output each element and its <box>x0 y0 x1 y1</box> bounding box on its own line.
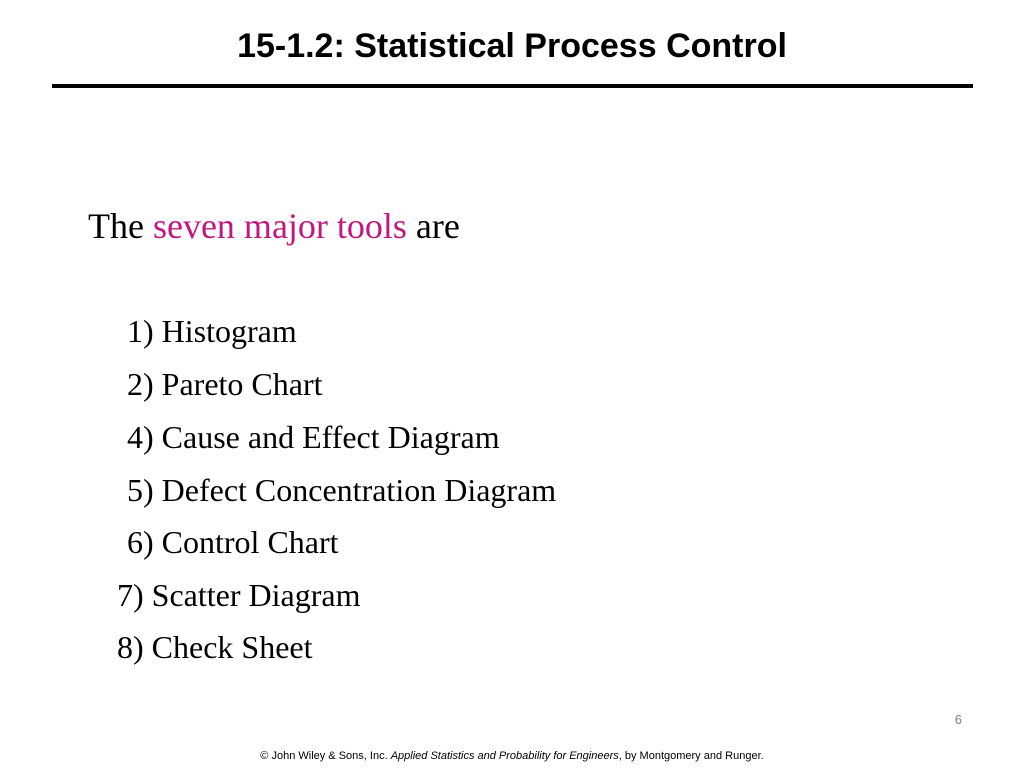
tool-item: 5) Defect Concentration Diagram <box>127 472 557 508</box>
tool-item: 2) Pareto Chart <box>127 366 323 402</box>
tool-item: 6) Control Chart <box>127 524 339 560</box>
tool-item: 1) Histogram <box>127 313 297 349</box>
tool-item: 4) Cause and Effect Diagram <box>127 419 500 455</box>
footer-credit <box>0 748 1024 764</box>
footer-copyright: © John Wiley & Sons, Inc. <box>260 750 391 762</box>
footer-authors: , by Montgomery and Runger. <box>618 750 764 762</box>
page-number: 6 <box>954 712 962 727</box>
title-divider <box>52 84 973 88</box>
intro-after: are <box>406 206 460 246</box>
tool-item: 7) Scatter Diagram <box>117 577 361 613</box>
intro-highlight: seven major tools <box>152 206 407 246</box>
footer-book-title: Applied Statistics and Probability for Engineers <box>390 750 619 762</box>
tool-item: 8) Check Sheet <box>117 629 313 665</box>
intro-sentence <box>88 204 460 248</box>
slide-title: 15-1.2: Statistical Process Control <box>237 27 787 65</box>
intro-before: The <box>88 206 153 246</box>
